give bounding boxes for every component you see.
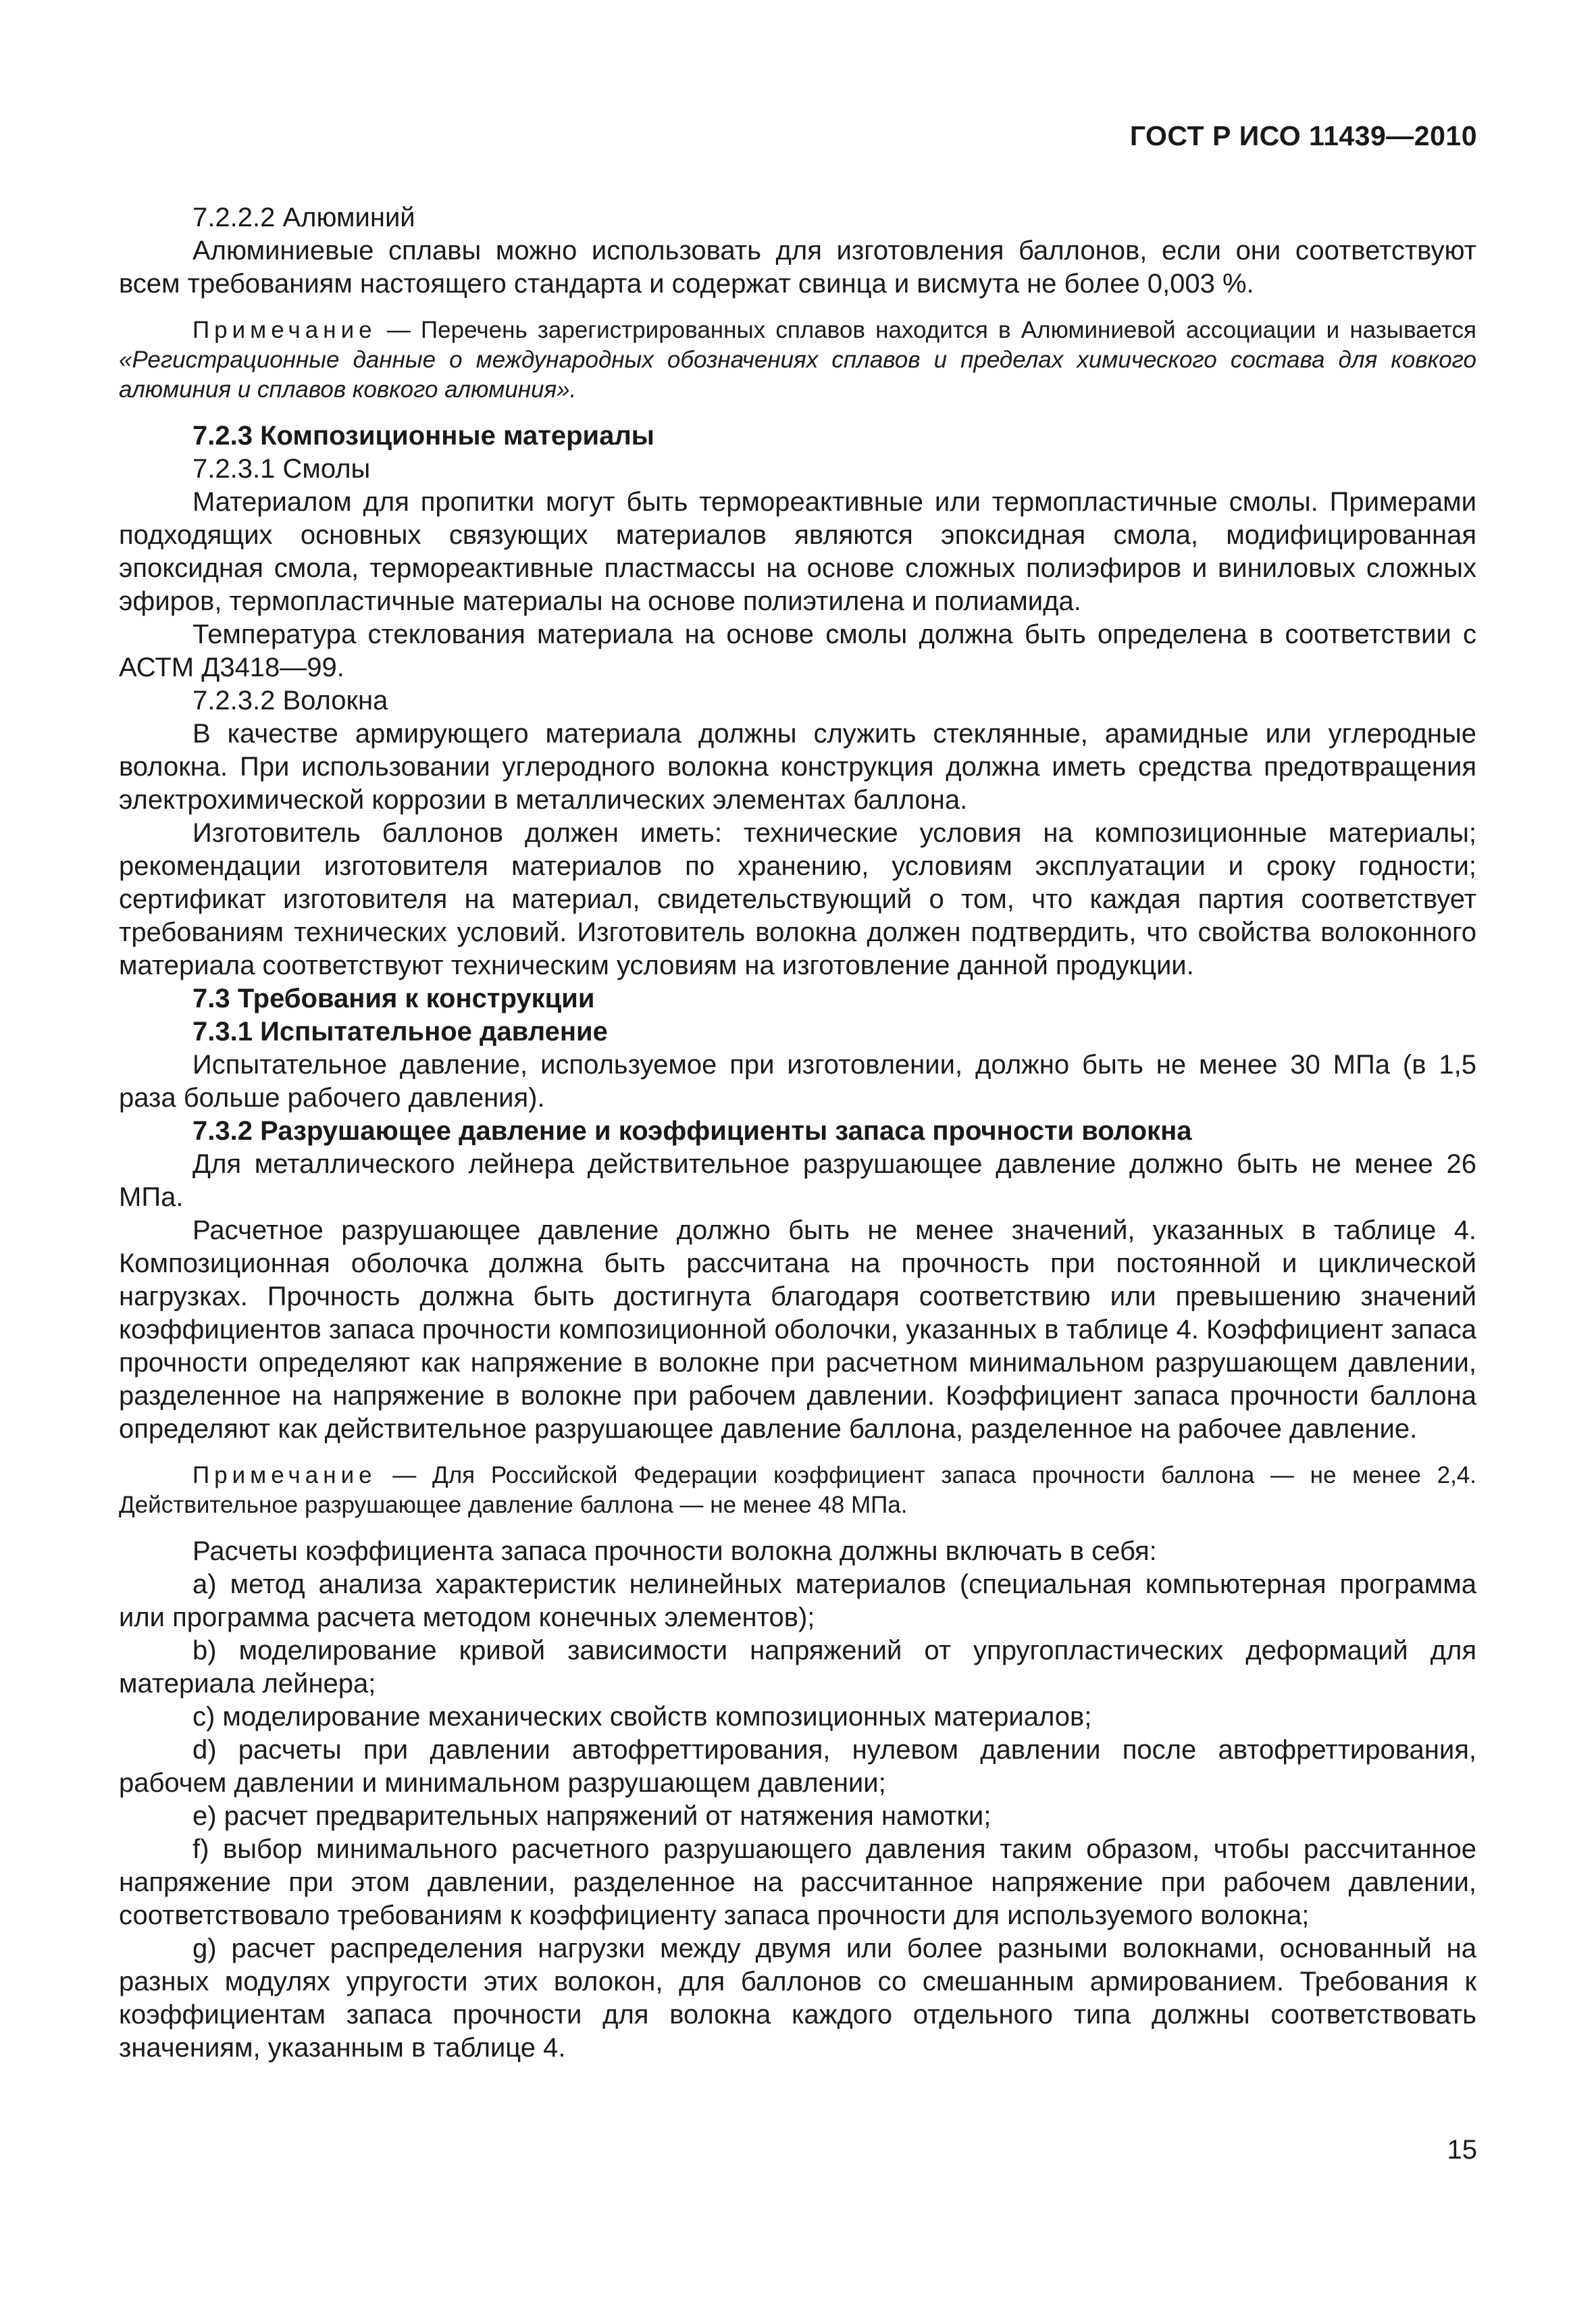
list-item: d) расчеты при давлении автофреттирования, нулевом давлении после автофреттирования, рабочем давлении и минимальном разрушающем давлении; bbox=[119, 1735, 1476, 1798]
paragraph: Расчетное разрушающее давление должно быть не менее значений, указанных в таблице 4. Композиционная оболочка должна быть рассчитана на прочность при постоянной и циклической нагрузках. Прочность должна быть достигнута благодаря соответствию или превышению значений коэффициентов запаса прочности композиционной оболочки, указанных в таблице 4. Коэффициент запаса прочности определяют как напряжение в волокне при расчетном минимальном разрушающем давлении, разделенное на напряжение в волокне при рабочем давлении. Коэффициент запаса прочности баллона определяют как действительное разрушающее давление баллона, разделенное на рабочее давление. bbox=[119, 1215, 1476, 1444]
list-item: f) выбор минимального расчетного разрушающего давления таким образом, чтобы рассчитанное напряжение при этом давлении, разделенное на рассчитанное напряжение при рабочем давлении, соответствовало требованиям к коэффициенту запаса прочности для используемого волокна; bbox=[119, 1834, 1476, 1930]
page-number: 15 bbox=[1447, 2135, 1477, 2165]
paragraph: Алюминиевые сплавы можно использовать для изготовления баллонов, если они соответствуют всем требованиям настоящего стандарта и содержат свинца и висмута не более 0,003 %. bbox=[119, 236, 1476, 299]
note-text: — Для Российской Федерации коэффициент запаса прочности баллона — не менее 2,4. Действительное разрушающее давление баллона — не менее 48 МПа. bbox=[119, 1462, 1476, 1518]
section-heading-723: 7.2.3 Композиционные материалы bbox=[192, 421, 654, 451]
note-label: Примечание bbox=[192, 1462, 377, 1488]
note-label: Примечание bbox=[192, 317, 377, 343]
document-code-header: ГОСТ Р ИСО 11439—2010 bbox=[1129, 120, 1477, 151]
list-item: g) расчет распределения нагрузки между двумя или более разными волокнами, основанный на разных модулях упругости этих волокон, для баллонов со смешанным армированием. Требования к коэффициентам запаса прочности для волокна каждого отдельного типа должны соответствовать значениям, указанным в таблице 4. bbox=[119, 1934, 1476, 2063]
paragraph: Испытательное давление, используемое при изготовлении, должно быть не менее 30 МПа (в 1,5 раза больше рабочего давления). bbox=[119, 1050, 1476, 1113]
note-text: — Перечень зарегистрированных сплавов находится в Алюминиевой ассоциации и называется bbox=[376, 317, 1476, 343]
list-item: с) моделирование механических свойств композиционных материалов; bbox=[192, 1702, 1092, 1732]
list-item: а) метод анализа характеристик нелинейных материалов (специальная компьютерная программа или программа расчета методом конечных элементов); bbox=[119, 1569, 1476, 1632]
paragraph: Температура стеклования материала на основе смолы должна быть определена в соответствии с АСТМ Д3418—99. bbox=[119, 620, 1476, 682]
note bbox=[119, 1461, 1476, 1520]
subsection-heading-731: 7.3.1 Испытательное давление bbox=[192, 1017, 608, 1047]
paragraph: Изготовитель баллонов должен иметь: технические условия на композиционные материалы; рекомендации изготовителя материалов по хранению, условиям эксплуатации и сроку годности; сертификат изготовителя на материал, свидетельствующий о том, что каждая партия соответствует требованиям технических условий. Изготовитель волокна должен подтвердить, что свойства волоконного материала соответствуют техническим условиям на изготовление данной продукции. bbox=[119, 818, 1476, 980]
subsection-heading-7231: 7.2.3.1 Смолы bbox=[192, 454, 371, 484]
paragraph: Материалом для пропитки могут быть термореактивные или термопластичные смолы. Примерами подходящих основных связующих материалов являются эпоксидная смола, модифицированная эпоксидная смола, термореактивные пластмассы на основе сложных полиэфиров и виниловых сложных эфиров, термопластичные материалы на основе полиэтилена и полиамида. bbox=[119, 487, 1476, 616]
paragraph: В качестве армирующего материала должны служить стеклянные, арамидные или углеродные волокна. При использовании углеродного волокна конструкция должна иметь средства предотвращения электрохимической коррозии в металлических элементах баллона. bbox=[119, 719, 1476, 815]
section-heading-7222: 7.2.2.2 Алюминий bbox=[192, 203, 415, 232]
document-body bbox=[119, 201, 1476, 2065]
paragraph: Для металлического лейнера действительное разрушающее давление должно быть не менее 26 МПа. bbox=[119, 1149, 1476, 1212]
list-item: е) расчет предварительных напряжений от натяжения намотки; bbox=[192, 1801, 992, 1831]
note-italic-text: «Регистрационные данные о международных обозначениях сплавов и пределах химического состава для ковкого алюминия и сплавов ковкого алюминия». bbox=[119, 347, 1476, 403]
subsection-heading-7232: 7.2.3.2 Волокна bbox=[192, 686, 388, 715]
section-heading-73: 7.3 Требования к конструкции bbox=[192, 984, 595, 1013]
paragraph: Расчеты коэффициента запаса прочности волокна должны включать в себя: bbox=[192, 1536, 1157, 1566]
subsection-heading-732: 7.3.2 Разрушающее давление и коэффициенты запаса прочности волокна bbox=[192, 1116, 1192, 1146]
note bbox=[119, 316, 1476, 405]
list-item: b) моделирование кривой зависимости напряжений от упругопластических деформаций для материала лейнера; bbox=[119, 1636, 1476, 1699]
